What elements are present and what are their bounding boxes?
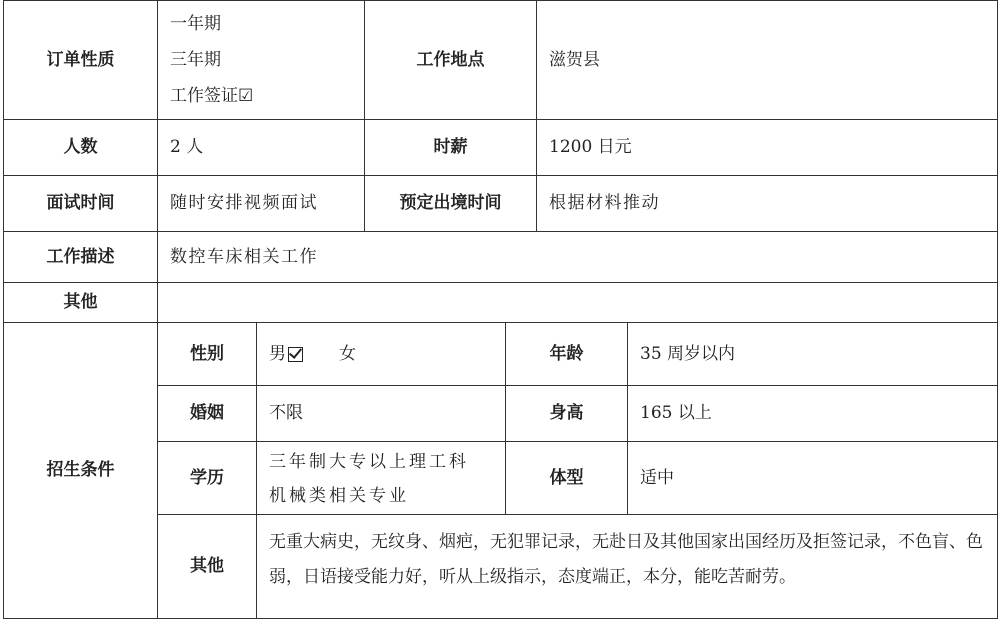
entry-time-value: [536, 175, 998, 232]
height-value-text: 165 以上: [640, 403, 712, 423]
interview-time-value: [157, 175, 365, 232]
marital-label: [157, 385, 257, 442]
work-location-label-text: 工作地点: [416, 49, 485, 70]
body-type-value: [627, 441, 998, 515]
order-nature-label-text: 订单性质: [46, 49, 115, 70]
gender-male-text: 男: [269, 343, 286, 364]
education-line-2: 机械类相关专业: [269, 486, 409, 506]
height-value: [627, 385, 998, 442]
education-line-1: 三年制大专以上理工科: [269, 452, 469, 472]
recruit-other-label-text: 其他: [190, 556, 224, 576]
body-type-value-text: 适中: [640, 467, 674, 488]
age-value: [627, 322, 998, 386]
hourly-wage-value: [536, 119, 998, 176]
order-option-1: 一年期: [170, 14, 221, 34]
work-location-label: [364, 0, 537, 120]
job-description-value: [157, 231, 998, 283]
other-top-label-text: 其他: [63, 292, 98, 312]
age-label-text: 年龄: [549, 343, 584, 364]
recruit-other-value-text: 无重大病史，无纹身、烟疤，无犯罪记录，无赴日及其他国家出国经历及拒签记录，不色盲、色弱，日语接受能力好，听从上级指示，态度端正，本分，能吃苦耐劳。: [269, 532, 983, 587]
headcount-value-text: 2 人: [170, 137, 204, 157]
height-label-text: 身高: [549, 403, 584, 423]
headcount-label: [3, 119, 158, 176]
interview-time-value-text: 随时安排视频面试: [170, 193, 318, 213]
hourly-wage-label-text: 时薪: [433, 137, 468, 157]
headcount-value: [157, 119, 365, 176]
hourly-wage-value-text: 1200 日元: [549, 137, 632, 157]
education-value: [256, 441, 506, 515]
other-top-label: [3, 282, 158, 323]
interview-time-label: [3, 175, 158, 232]
job-description-value-text: 数控车床相关工作: [170, 246, 318, 267]
order-option-2: 三年期: [170, 50, 221, 70]
body-type-label-text: 体型: [549, 467, 584, 488]
marital-value: [256, 385, 506, 442]
body-type-label: [505, 441, 628, 515]
order-nature-options: [157, 0, 365, 120]
marital-value-text: 不限: [269, 403, 303, 423]
education-label-text: 学历: [190, 467, 224, 488]
gender-value: [256, 322, 506, 386]
entry-time-value-text: 根据材料推动: [549, 193, 660, 213]
order-nature-label: [3, 0, 158, 120]
entry-time-label: [364, 175, 537, 232]
work-location-value-text: 滋贺县: [549, 49, 600, 70]
work-location-value: [536, 0, 998, 120]
age-label: [505, 322, 628, 386]
hourly-wage-label: [364, 119, 537, 176]
height-label: [505, 385, 628, 442]
entry-time-label-text: 预定出境时间: [399, 193, 502, 213]
interview-time-label-text: 面试时间: [46, 193, 115, 213]
other-top-value: [157, 282, 998, 323]
job-description-label: [3, 231, 158, 283]
recruit-other-label: [157, 514, 257, 619]
male-checkbox-icon: [288, 347, 303, 362]
gender-label: [157, 322, 257, 386]
job-description-label-text: 工作描述: [46, 246, 115, 267]
gender-label-text: 性别: [190, 343, 224, 364]
recruit-other-value: [256, 514, 998, 619]
age-value-text: 35 周岁以内: [640, 343, 736, 364]
order-option-3: 工作签证☑: [170, 86, 254, 106]
recruit-label: [3, 322, 158, 619]
headcount-label-text: 人数: [63, 137, 98, 157]
gender-female-text: 女: [339, 343, 356, 364]
education-label: [157, 441, 257, 515]
recruit-label-text: 招生条件: [46, 460, 115, 480]
marital-label-text: 婚姻: [190, 403, 224, 423]
